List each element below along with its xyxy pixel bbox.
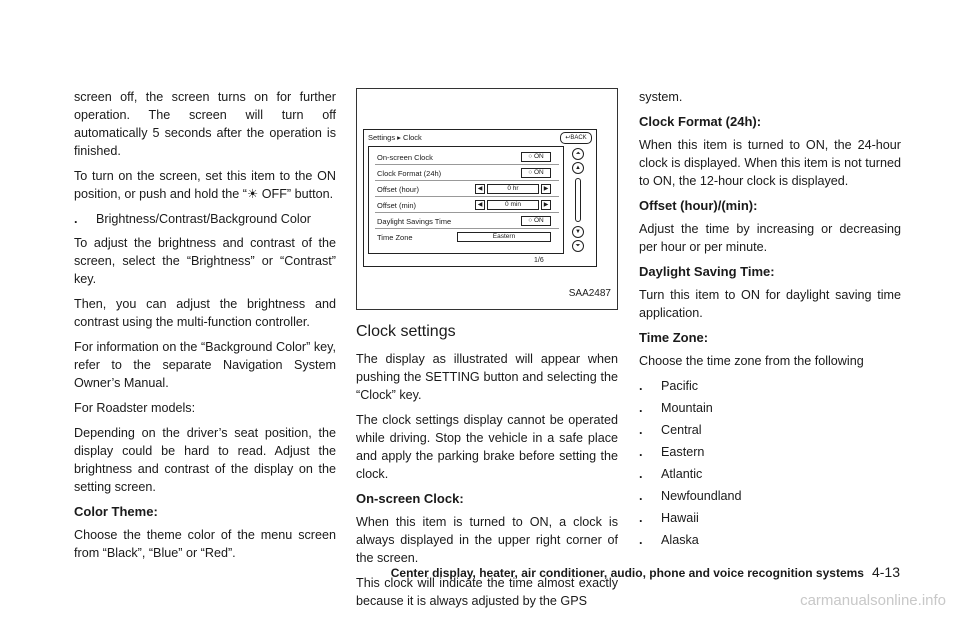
section-title: Clock settings	[356, 323, 456, 340]
paragraph: When this item is turned to ON, the 24-hour clock is displayed. When this item is not turned to ON, the 12-hour clock is displayed.	[639, 138, 901, 188]
right-arrow-icon: ▶	[541, 184, 551, 194]
menu-row-daylight: Daylight Savings Time ○ ON	[375, 215, 559, 229]
heading-offset: Offset (hour)/(min):	[639, 198, 758, 213]
paragraph: Then, you can adjust the brightness and contrast using the multi-function controller.	[74, 297, 336, 329]
page-indicator: 1/6	[534, 257, 544, 264]
clock-settings-figure	[356, 88, 618, 310]
right-arrow-icon: ▶	[541, 200, 551, 210]
paragraph: To turn on the screen, set this item to the ON position, or push and hold the “☀︎ OFF” button.	[74, 169, 336, 201]
paragraph: For Roadster models:	[74, 401, 196, 415]
paragraph: This clock will indicate the time almost exactly because it is always adjusted by the GPS	[356, 576, 618, 608]
paragraph: Adjust the time by increasing or decreasing per hour or per minute.	[639, 222, 901, 254]
clock-settings-screen	[363, 129, 597, 267]
list-item: . Hawaii	[639, 511, 699, 525]
footer-title: Center display, heater, air conditioner, audio, phone and voice recognition systems	[390, 566, 864, 580]
list-item: . Newfoundland	[639, 489, 742, 503]
menu-list	[368, 146, 564, 254]
scroll-down-icon: ▼	[572, 226, 584, 238]
left-arrow-icon: ◀	[475, 184, 485, 194]
paragraph: Depending on the driver’s seat position, the display could be hard to read. Adjust the brightness and contrast of the display on the setting screen.	[74, 426, 336, 494]
menu-row-onscreen-clock: On-screen Clock ○ ON	[375, 151, 559, 165]
heading-clock-format: Clock Format (24h):	[639, 114, 762, 129]
bullet-item: . Brightness/Contrast/Background Color	[74, 212, 311, 226]
left-arrow-icon: ◀	[475, 200, 485, 210]
toggle-on-screen-clock: ○ ON	[521, 152, 551, 162]
list-item: . Central	[639, 423, 702, 437]
middle-column	[356, 88, 618, 617]
display-off-icon: ☀︎	[246, 187, 259, 201]
paragraph: The clock settings display cannot be operated while driving. Stop the vehicle in a safe place and apply the parking brake before setting the clock.	[356, 413, 618, 481]
list-item: . Alaska	[639, 533, 699, 547]
paragraph: For information on the “Background Color” key, refer to the separate Navigation System Owner’s Manual.	[74, 340, 336, 390]
paragraph: To adjust the brightness and contrast of the screen, select the “Brightness” or “Contrast” key.	[74, 236, 336, 286]
heading-onscreen-clock: On-screen Clock:	[356, 491, 464, 506]
paragraph: Turn this item to ON for daylight saving time application.	[639, 288, 901, 320]
figure-caption: SAA2487	[568, 288, 611, 299]
paragraph: screen off, the screen turns on for further operation. The screen will turn off automatically 5 seconds after the operation is finished.	[74, 90, 336, 158]
toggle-daylight: ○ ON	[521, 216, 551, 226]
paragraph: When this item is turned to ON, a clock is always displayed in the upper right corner of the screen.	[356, 515, 618, 565]
watermark: carmanualsonline.info	[800, 592, 946, 609]
list-item: . Atlantic	[639, 467, 703, 481]
heading-time-zone: Time Zone:	[639, 330, 709, 345]
scroll-top-icon: ⏶	[572, 148, 584, 160]
toggle-clock-format: ○ ON	[521, 168, 551, 178]
paragraph: system.	[639, 90, 683, 104]
menu-row-offset-hour: Offset (hour) ◀ 0 hr ▶	[375, 183, 559, 197]
value-offset-min: 0 min	[487, 200, 539, 210]
paragraph: The display as illustrated will appear when pushing the SETTING button and selecting the “Clock” key.	[356, 352, 618, 402]
right-column	[639, 88, 901, 553]
paragraph: Choose the theme color of the menu screen from “Black”, “Blue” or “Red”.	[74, 528, 336, 560]
list-item: . Mountain	[639, 401, 713, 415]
value-offset-hour: 0 hr	[487, 184, 539, 194]
paragraph: Choose the time zone from the following	[639, 354, 864, 368]
left-column	[74, 88, 336, 569]
menu-row-time-zone: Time Zone Eastern	[375, 231, 559, 245]
heading-daylight: Daylight Saving Time:	[639, 264, 775, 279]
page-number: 4-13	[871, 564, 900, 580]
heading-color-theme: Color Theme:	[74, 504, 158, 519]
bullet-dot: .	[74, 212, 78, 226]
screen-header: Settings ▸ Clock	[368, 133, 422, 142]
menu-row-offset-min: Offset (min) ◀ 0 min ▶	[375, 199, 559, 213]
back-button: ↩BACK	[560, 132, 592, 144]
list-item: . Pacific	[639, 379, 699, 393]
scroll-bottom-icon: ⏷	[572, 240, 584, 252]
menu-row-clock-format: Clock Format (24h) ○ ON	[375, 167, 559, 181]
scroll-up-icon: ▲	[572, 162, 584, 174]
scrollbar	[575, 178, 581, 222]
list-item: . Eastern	[639, 445, 705, 459]
value-time-zone: Eastern	[457, 232, 551, 242]
page-footer	[380, 564, 900, 580]
